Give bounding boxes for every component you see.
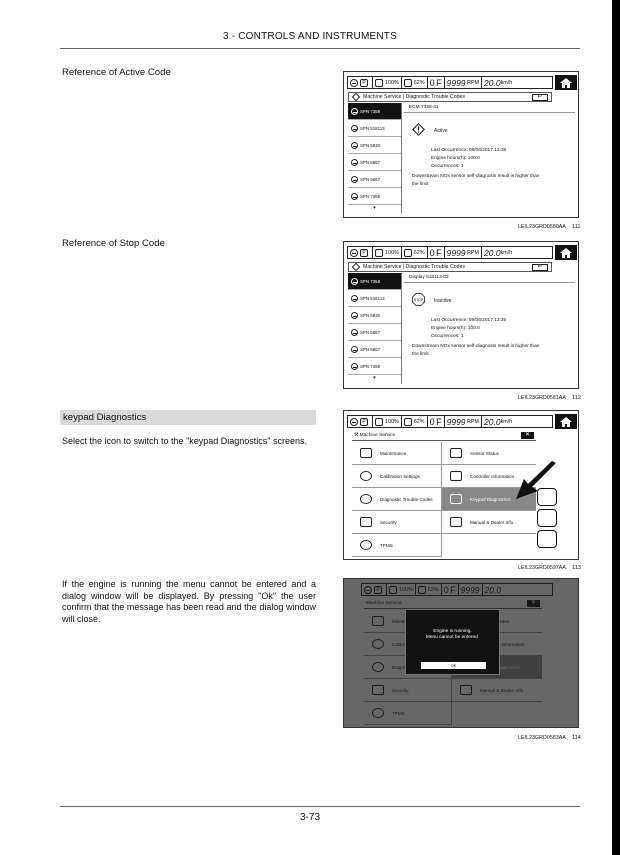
figure-active-code-screen [343,71,579,218]
page-number: 3-73 [299,812,320,823]
scroll-down-arrow[interactable]: ▾ [373,205,376,211]
parking-brake-icon: P [360,249,368,257]
figure-caption-code: LEIL23GRD0583AA [518,735,566,741]
close-button[interactable]: ✕ [521,432,534,439]
ok-button[interactable]: ok [421,662,486,669]
menu-item-maintenance[interactable] [352,442,442,465]
home-button[interactable] [555,75,577,90]
page-edge [612,0,620,855]
section-paragraph: Select the icon to switch to the "keypad Diagnostics" screens. [62,436,308,446]
spn-item[interactable] [348,120,401,137]
spn-label: SPN 5857 [360,176,381,182]
last-occurrence: Last Occurrence: 09/06/2017 13:35 [431,148,507,153]
speed-unit: km/h [500,79,513,86]
code-state: Inactive [434,298,452,304]
figure-stop-code-screen [343,241,579,389]
rpm-unit: RPM [467,249,480,256]
fuel-icon [375,418,383,426]
back-button[interactable]: ↵ [532,94,548,101]
machine-view-button[interactable] [537,509,557,527]
def-level: 62% [413,249,425,256]
page-header: 3 - CONTROLS AND INSTRUMENTS [223,31,397,42]
fuel-level: 100% [385,79,399,86]
home-icon [560,78,572,88]
diagnostic-icon [352,263,360,271]
direction-value: F [436,247,442,258]
code-source: ECM 7358-31 [404,103,575,113]
menu-item-label: Keypad Diagnostics [470,496,511,502]
spn-list [348,273,402,384]
figure-number: 114 [572,735,581,741]
cycle-view-button[interactable] [537,530,557,548]
rpm-value: 9999 [446,77,466,88]
tire-icon [360,540,372,550]
side-buttons [537,488,559,551]
engine-hours: Engine hours(h): 100.0 [431,326,480,331]
controller-icon [450,471,462,481]
parking-brake-icon: P [360,418,368,426]
home-button[interactable] [555,245,577,260]
occurrences: Occurrences: 1 [431,164,464,169]
fuel-level: 100% [385,249,399,256]
menu-item-label: Manual & Dealer Info [470,519,514,525]
menu-item-label: Controller Information [470,473,515,479]
spn-status-icon [351,329,358,336]
speed-value: 20.0 [484,416,501,427]
spn-label: SPN 7358 [360,363,381,369]
screen-title-text: Machine Service | Diagnostic Trouble Codes [363,264,465,270]
menu-item-label: Security [380,519,397,525]
menu-item-label: Sensor Status [470,450,499,456]
spn-status-icon [351,159,358,166]
code-source: Display 518113-02 [404,273,575,283]
engine-hours: Engine hours(h): 100.0 [431,156,480,161]
spn-status-icon [351,125,358,132]
code-detail [404,273,575,384]
manual-icon [450,517,462,527]
spn-label: SPN 7358 [360,278,381,284]
spn-label: SPN 5830 [360,142,381,148]
figure-number: 111 [572,224,581,230]
spn-label: SPN 5857 [360,329,381,335]
info-icon [360,494,372,504]
spn-item[interactable] [348,324,401,341]
section-heading-stop-code: Reference of Stop Code [62,238,165,249]
spn-status-icon [351,278,358,285]
fuel-level: 100% [385,418,399,425]
gear-value: 0 [429,77,435,88]
engine-running-dialog [405,609,500,675]
engine-icon [350,418,358,426]
figure-caption-code: LEIL23GRD0581AA [518,395,566,401]
speed-value: 20.0 [484,247,501,258]
menu-item-label: Diagnostic Trouble Codes [380,496,433,502]
status-bar [347,246,553,259]
menu-title [352,431,536,441]
sensor-icon [450,448,462,458]
diagnostic-icon [352,93,360,101]
figure-engine-running-dialog-screen [343,578,579,728]
rpm-unit: RPM [467,79,480,86]
last-occurrence: Last Occurrence: 09/06/2017 13:35 [431,318,507,323]
def-icon [404,79,412,87]
home-icon [560,417,572,427]
spn-item[interactable] [348,188,401,205]
spn-item[interactable] [348,171,401,188]
menu-title-text: Machine Service [359,433,396,438]
engine-icon [350,249,358,257]
menu-item-tpms[interactable] [352,534,442,557]
screen-title-text: Machine Service | Diagnostic Trouble Codes [363,94,465,100]
spn-status-icon [351,142,358,149]
spn-item[interactable] [348,341,401,358]
section-heading-active-code: Reference of Active Code [62,67,171,78]
figure-caption-code: LEIL23GRD0580AA [518,224,566,230]
menu-item-label: TPMS [380,542,393,548]
spn-label: SPN 7358 [360,108,381,114]
code-detail [404,103,575,213]
section-heading-keypad-diagnostics: keypad Diagnostics [60,410,316,425]
spn-status-icon [351,295,358,302]
fuel-icon [375,249,383,257]
gear-value: 0 [429,247,435,258]
def-icon [404,418,412,426]
parking-brake-icon: P [360,79,368,87]
spn-label: SPN 5830 [360,312,381,318]
engine-icon [350,79,358,87]
menu-item-security[interactable] [352,511,442,534]
status-bar [347,415,553,428]
footer-rule [60,806,580,807]
spn-status-icon [351,346,358,353]
spn-item[interactable] [348,103,401,120]
spn-label: SPN 5857 [360,159,381,165]
spn-label: SPN 518113 [360,125,385,131]
def-level: 62% [413,418,425,425]
spn-item[interactable] [348,307,401,324]
figure-number: 113 [572,565,581,571]
menu-item-diagnostic-trouble-codes[interactable] [352,488,442,511]
scroll-down-arrow[interactable]: ▾ [373,375,376,381]
spn-status-icon [351,312,358,319]
spn-item[interactable] [348,358,401,375]
speed-value: 20.0 [484,77,501,88]
direction-value: F [436,77,442,88]
stop-icon-text: STOP [413,298,424,302]
spn-item[interactable] [348,273,401,290]
rpm-value: 9999 [446,247,466,258]
menu-item-manual-dealer-info[interactable] [442,511,536,534]
code-state: Active [434,128,448,134]
figure-number: 112 [572,395,581,401]
spn-status-icon [351,363,358,370]
rpm-value: 9999 [446,416,466,427]
status-bar [347,76,553,89]
def-icon [404,249,412,257]
back-button[interactable]: ↵ [532,264,548,271]
screen-title [348,92,552,102]
spn-label: SPN 5857 [360,346,381,352]
figure-keypad-diagnostics-screen [343,410,579,560]
spn-item[interactable] [348,290,401,307]
home-button[interactable] [555,414,577,429]
wrench-icon [360,448,372,458]
screen-title [348,262,552,272]
def-level: 62% [413,79,425,86]
stop-icon [412,293,425,306]
code-description: Downstream NOx sensor self-diagnosis result is higher than the limit [412,344,540,357]
spn-status-icon [351,176,358,183]
spn-label: SPN 518113 [360,295,385,301]
direction-value: F [436,416,442,427]
menu-grid [352,442,536,557]
spn-item[interactable] [348,137,401,154]
fuel-icon [375,79,383,87]
spn-list [348,103,402,213]
menu-item-label: Maintenance [380,450,407,456]
speed-unit: km/h [500,249,513,256]
code-description: Downstream NOx sensor self-diagnosis result is higher than the limit [412,174,540,187]
home-icon [560,248,572,258]
spn-status-icon [351,108,358,115]
calibration-icon [360,471,372,481]
occurrences: Occurrences: 1 [431,334,464,339]
camera-button[interactable] [537,488,557,506]
security-icon [360,517,372,527]
spn-item[interactable] [348,154,401,171]
figure-caption-code: LEIL23GRD0597AA [518,565,566,571]
menu-item-label: Calibration Settings [380,473,420,479]
spn-status-icon [351,193,358,200]
menu-item-calibration-settings[interactable] [352,465,442,488]
section-paragraph: If the engine is running the menu cannot be entered and a dialog window will be displayed. By pressing "Ok" the user confirm that the message has been read and the dialog window will close. [62,579,316,624]
active-warning-icon [412,123,425,136]
rpm-unit: RPM [467,418,480,425]
header-rule [60,48,580,49]
dialog-message-line1: Engine is running. [433,629,472,634]
speed-unit: km/h [500,418,513,425]
spn-label: SPN 7358 [360,193,381,199]
gear-value: 0 [429,416,435,427]
keypad-icon [450,494,462,504]
wrench-icon: ⚒ [354,433,359,438]
dialog-message-line2: Menu cannot be entered. [425,635,480,640]
